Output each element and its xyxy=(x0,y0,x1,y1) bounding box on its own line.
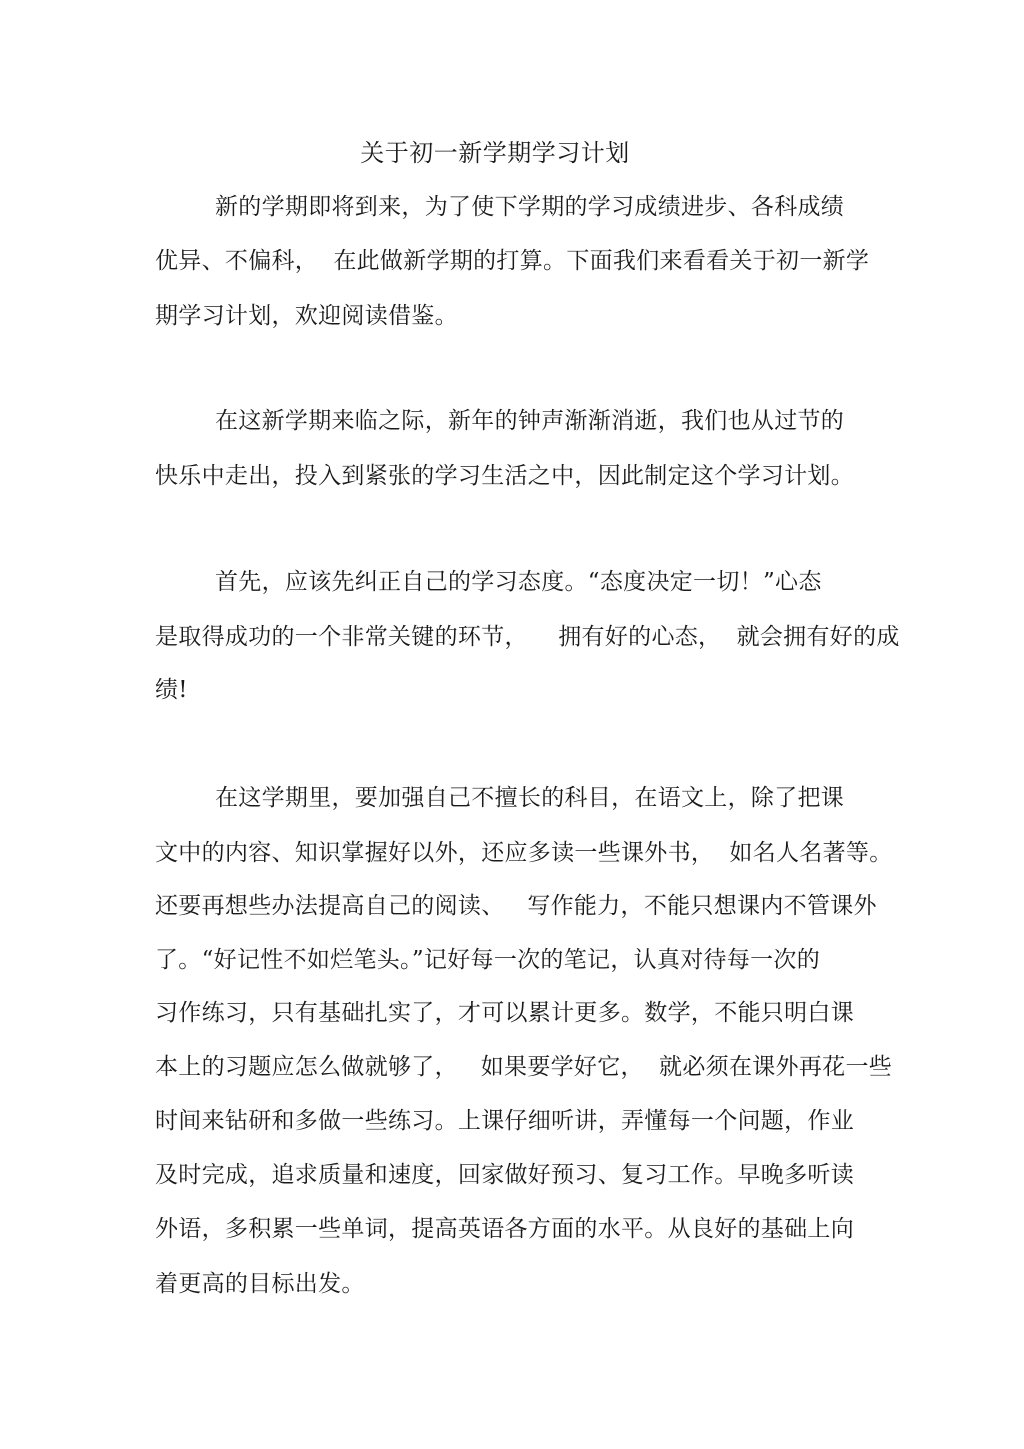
paragraph-4-line-1: 在这学期里，要加强自己不擅长的科目，在语文上，除了把课 xyxy=(215,785,845,811)
paragraph-4-line-7: 时间来钻研和多做一些练习。上课仔细听讲，弄懂每一个问题，作业 xyxy=(155,1108,854,1134)
paragraph-2-line-1: 在这新学期来临之际，新年的钟声渐渐消逝，我们也从过节的 xyxy=(215,408,845,434)
document-title: 关于初一新学期学习计划 xyxy=(360,139,630,167)
paragraph-4-line-9: 外语，多积累一些单词，提高英语各方面的水平。从良好的基础上向 xyxy=(155,1216,854,1242)
paragraph-3-line-3: 绩! xyxy=(155,677,188,703)
paragraph-2-line-2: 快乐中走出，投入到紧张的学习生活之中，因此制定这个学习计划。 xyxy=(155,463,854,489)
paragraph-4-line-4: 了。“好记性不如烂笔头。”记好每一次的笔记，认真对待每一次的 xyxy=(155,947,821,973)
paragraph-4-line-3: 还要再想些办法提高自己的阅读、 写作能力，不能只想课内不管课外 xyxy=(155,893,877,919)
paragraph-1-line-2: 优异、不偏科， 在此做新学期的打算。下面我们来看看关于初一新学 xyxy=(155,248,870,274)
paragraph-4-line-5: 习作练习，只有基础扎实了，才可以累计更多。数学，不能只明白课 xyxy=(155,1000,854,1026)
paragraph-4-line-8: 及时完成，追求质量和速度，回家做好预习、复习工作。早晚多听读 xyxy=(155,1162,854,1188)
paragraph-1-line-1: 新的学期即将到来，为了使下学期的学习成绩进步、各科成绩 xyxy=(215,194,845,220)
paragraph-3-line-1: 首先，应该先纠正自己的学习态度。“态度决定一切！”心态 xyxy=(215,569,822,595)
paragraph-3-line-2: 是取得成功的一个非常关键的环节， 拥有好的心态， 就会拥有好的成 xyxy=(155,624,900,650)
paragraph-4-line-10: 着更高的目标出发。 xyxy=(155,1271,365,1297)
paragraph-4-line-2: 文中的内容、知识掌握好以外，还应多读一些课外书， 如名人名著等。 xyxy=(155,840,893,866)
paragraph-1-line-3: 期学习计划，欢迎阅读借鉴。 xyxy=(155,303,458,329)
paragraph-4-line-6: 本上的习题应怎么做就够了， 如果要学好它， 就必须在课外再花一些 xyxy=(155,1054,893,1080)
